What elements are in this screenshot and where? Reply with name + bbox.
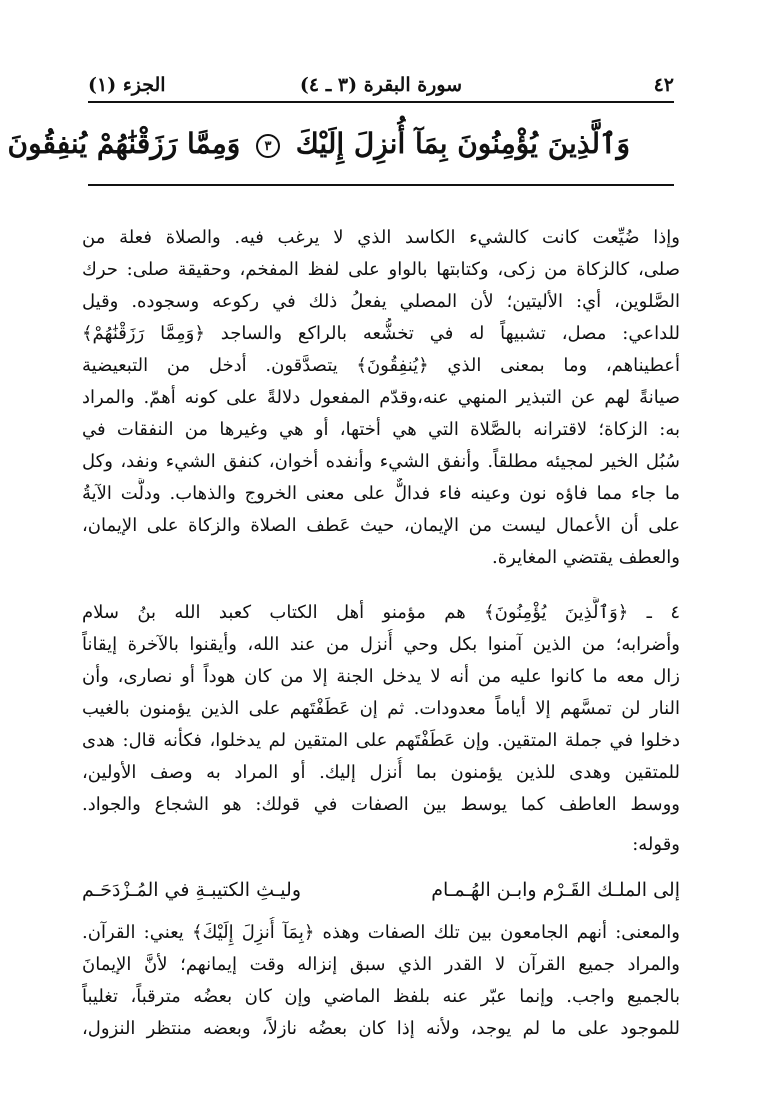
text-line: والمراد جميع القرآن لا القدر الذي سبق إنزاله وقت إيمانهم؛ لأنَّ الإيمانَ xyxy=(82,954,680,975)
poem-verse xyxy=(82,874,680,906)
text-line: صلى، كالزكاة من زكى، وكتابتها بالواو على لفظ المفخم، وحقيقة صلى: حرك xyxy=(82,259,680,280)
text-line: به: الزكاة؛ لاقترانه بالصَّلاة التي هي أختها، أو هي وغيرها من النفقات في xyxy=(82,419,680,440)
text-line: للموجود على ما لم يوجد، ولأنه إذا كان بعضُه نازلاً، وبعضه منتظر النزول، xyxy=(82,1018,680,1039)
text-line: النار لن تمسَّهم إلا أياماً معدودات. ثم إن عَطَفْتَهم على الذين يؤمنون بالغيب xyxy=(82,698,680,719)
commentary-paragraph-2 xyxy=(82,597,680,821)
surah-title: سورة البقرة (٣ ـ ٤) xyxy=(299,74,463,96)
text-line: ووسط العاطف كما يوسط بين الصفات في قولك: هو الشجاع والجواد. xyxy=(82,794,680,815)
poem-second-hemistich: وليـثِ الكتيبـةِ في المُـزْدَحَـم xyxy=(82,879,301,901)
header-divider xyxy=(88,101,674,103)
verse-part-a: وَمِمَّا رَزَقْنَٰهُمْ يُنفِقُونَ xyxy=(7,127,241,160)
verse-divider xyxy=(88,184,674,186)
ayah-number-marker: ٣ xyxy=(256,134,280,158)
commentary-paragraph-3 xyxy=(82,917,680,1045)
text-line: أعطيناهم، وما بمعنى الذي ﴿يُنفِقُونَ﴾ يتصدَّقون. أدخل من التبعيضية xyxy=(82,355,680,376)
text-line: سُبُل الخير لمجيئه مطلقاً. وأنفق الشيء وأنفده أخوان، كنفق الشيء ونفد، وكل xyxy=(82,451,680,472)
juz-label: الجزء (١) xyxy=(88,74,166,96)
text-line: زال معه ما كانوا عليه من أنه لا يدخل الجنة إلا من كان هوداً أو نصارى، وأن xyxy=(82,666,680,687)
text-line: وقوله: xyxy=(632,834,680,855)
text-line: دخلوا في جملة المتقين. وإن عَطَفْتَهم على المتقين لم يدخلوا، فكأنه قال: هدى xyxy=(82,730,680,751)
text-line: الصَّلوين، أي: الأليتين؛ لأن المصلي يفعلُ ذلك في ركوعه وسجوده. وقيل xyxy=(82,291,680,312)
text-line: والمعنى: أنهم الجامعون بين تلك الصفات وهذه ﴿بِمَآ أُنزِلَ إِلَيْكَ﴾ يعني: القرآن. xyxy=(82,922,680,943)
poem-intro xyxy=(82,829,680,861)
text-line: للمتقين وهدى للذين يؤمنون بما أُنزل إليك. أو المراد به وصف الأولين، xyxy=(82,762,680,783)
text-line: بالجميع واجب. وإنما عبّر عنه بلفظ الماضي وإن كان بعضُه مترقباً، تغليباً xyxy=(82,986,680,1007)
text-line: وإذا ضُيِّعت كانت كالشيء الكاسد الذي لا يرغب فيه. والصلاة فعلة من xyxy=(82,227,680,248)
text-line: ما جاء مما فاؤه نون وعينه فاء فدالٌّ على معنى الخروج والذهاب. ودلَّت الآيةُ xyxy=(82,483,680,504)
commentary-paragraph-1 xyxy=(82,222,680,574)
page-header xyxy=(88,70,674,102)
verse-part-b: وَٱلَّذِينَ يُؤْمِنُونَ بِمَآ أُنزِلَ إِلَيْكَ xyxy=(295,127,630,160)
text-line: على أن الأعمال ليست من الإيمان، حيث عَطف الصلاة والزكاة على الإيمان، xyxy=(82,515,680,536)
text-line: ٤ ـ ﴿وَٱلَّذِينَ يُؤْمِنُونَ﴾ هم مؤمنو أهل الكتاب كعبد الله بنُ سلام xyxy=(82,602,680,623)
text-line: والعطف يقتضي المغايرة. xyxy=(491,547,680,568)
poem-first-hemistich: إلى الملـك القَـرْم وابـن الهُـمـام xyxy=(431,879,680,901)
text-line: صيانةً لهم عن التبذير المنهي عنه،وقدّم المفعول دلالةً على كونه أهمّ. والمراد xyxy=(82,387,680,408)
text-line: وأضرابه؛ من الذين آمنوا بكل وحي أُنزل من عند الله، وأيقنوا بالآخرة إيقاناً xyxy=(82,634,680,655)
text-line: للداعي: مصل، تشبيهاً له في تخشُّعه بالراكع والساجد ﴿وَمِمَّا رَزَقْنَٰهُمْ﴾ xyxy=(82,323,680,344)
quran-verse xyxy=(7,116,630,172)
page-number: ٤٢ xyxy=(653,74,674,96)
